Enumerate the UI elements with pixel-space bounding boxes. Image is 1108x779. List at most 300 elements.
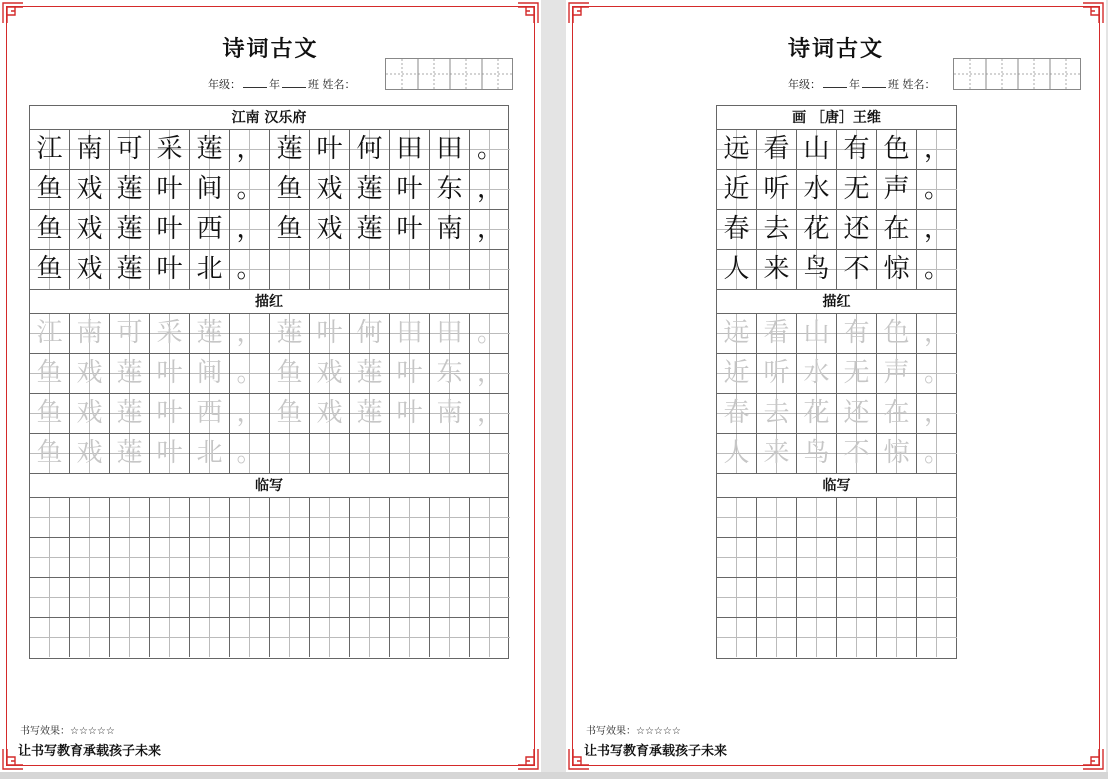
poem-character: 莲 — [116, 254, 143, 284]
write-cell[interactable] — [270, 498, 310, 537]
name-box-grid[interactable] — [953, 58, 1081, 90]
trace-character: 惊 — [883, 438, 910, 468]
page-gap — [541, 0, 566, 772]
trace-row — [717, 434, 956, 474]
trace-row — [30, 354, 508, 394]
trace-character: 。 — [923, 438, 950, 468]
poem-cell — [797, 210, 837, 249]
write-cell[interactable] — [917, 538, 957, 577]
trace-cell — [230, 434, 270, 473]
write-cell[interactable] — [390, 498, 430, 537]
trace-character: 南 — [436, 398, 463, 428]
trace-character: 采 — [156, 318, 183, 348]
write-cell[interactable] — [30, 618, 70, 657]
corner-ornament-icon — [568, 2, 590, 24]
write-cell[interactable] — [877, 578, 917, 617]
trace-cell — [717, 434, 757, 473]
write-cell[interactable] — [757, 618, 797, 657]
trace-cell — [230, 354, 270, 393]
poem-character: 鱼 — [36, 254, 63, 284]
write-cell[interactable] — [150, 498, 190, 537]
write-cell[interactable] — [390, 578, 430, 617]
poem-cell — [837, 250, 877, 289]
trace-cell — [110, 434, 150, 473]
write-cell[interactable] — [757, 578, 797, 617]
write-cell[interactable] — [110, 498, 150, 537]
student-info-line — [788, 76, 936, 92]
write-cell[interactable] — [390, 538, 430, 577]
trace-character: 戏 — [316, 358, 343, 388]
corner-ornament-icon — [517, 748, 539, 770]
trace-row — [717, 314, 956, 354]
poem-cell — [110, 250, 150, 289]
trace-character: ， — [236, 318, 263, 348]
poem-character: 人 — [723, 254, 750, 284]
poem-character: 看 — [763, 134, 790, 164]
write-cell[interactable] — [310, 578, 350, 617]
write-cell[interactable] — [717, 618, 757, 657]
trace-cell — [150, 434, 190, 473]
rating-text: 书写效果：☆☆☆☆☆ — [586, 726, 681, 737]
trace-cell — [877, 434, 917, 473]
write-cell[interactable] — [757, 538, 797, 577]
trace-cell — [390, 394, 430, 433]
poem-character: 有 — [843, 134, 870, 164]
trace-cell — [877, 394, 917, 433]
poem-cell — [350, 130, 390, 169]
write-cell[interactable] — [430, 618, 470, 657]
poem-row — [717, 250, 956, 290]
write-cell[interactable] — [917, 618, 957, 657]
write-cell[interactable] — [310, 618, 350, 657]
trace-cell — [310, 354, 350, 393]
poem-row — [30, 170, 508, 210]
poem-cell — [757, 130, 797, 169]
poem-character: 可 — [116, 134, 143, 164]
trace-character: 去 — [763, 398, 790, 428]
write-cell[interactable] — [110, 618, 150, 657]
write-cell[interactable] — [757, 498, 797, 537]
trace-character: 春 — [723, 398, 750, 428]
poem-cell — [917, 250, 957, 289]
poem-cell — [717, 250, 757, 289]
poem-cell — [230, 210, 270, 249]
trace-character: 声 — [883, 358, 910, 388]
write-cell[interactable] — [470, 578, 510, 617]
trace-cell — [837, 354, 877, 393]
write-cell[interactable] — [190, 538, 230, 577]
poem-cell — [30, 210, 70, 249]
poem-character: 叶 — [156, 254, 183, 284]
trace-cell — [70, 354, 110, 393]
trace-cell — [350, 354, 390, 393]
write-cell[interactable] — [70, 618, 110, 657]
trace-character: 来 — [763, 438, 790, 468]
trace-character: 鱼 — [276, 398, 303, 428]
slogan-text: 让书写教育承载孩子未来 — [18, 744, 162, 759]
write-cell[interactable] — [470, 618, 510, 657]
poem-character: 叶 — [396, 174, 423, 204]
practice-sheet — [716, 105, 957, 659]
trace-cell — [757, 434, 797, 473]
write-cell[interactable] — [470, 538, 510, 577]
trace-cell — [390, 354, 430, 393]
poem-character: 戏 — [76, 214, 103, 244]
trace-cell — [70, 314, 110, 353]
write-cell[interactable] — [110, 578, 150, 617]
write-cell[interactable] — [430, 498, 470, 537]
poem-row — [30, 130, 508, 170]
write-cell[interactable] — [350, 618, 390, 657]
poem-cell — [917, 130, 957, 169]
bottom-scroll-strip — [0, 772, 1108, 779]
write-row — [30, 618, 508, 658]
trace-character: 戏 — [316, 398, 343, 428]
trace-cell — [310, 314, 350, 353]
poem-cell — [30, 170, 70, 209]
poem-cell — [470, 250, 510, 289]
poem-header: 江南 汉乐府 — [30, 106, 508, 130]
poem-cell — [150, 210, 190, 249]
poem-cell — [310, 170, 350, 209]
poem-cell — [70, 250, 110, 289]
write-row — [717, 618, 956, 658]
poem-cell — [190, 250, 230, 289]
write-cell[interactable] — [390, 618, 430, 657]
poem-cell — [797, 170, 837, 209]
trace-cell — [877, 354, 917, 393]
poem-character: 戏 — [316, 214, 343, 244]
poem-character: ， — [923, 134, 950, 164]
poem-character: 鱼 — [276, 174, 303, 204]
trace-character: 田 — [396, 318, 423, 348]
write-cell[interactable] — [150, 618, 190, 657]
trace-cell — [150, 354, 190, 393]
poem-character: 莲 — [116, 174, 143, 204]
trace-cell — [470, 434, 510, 473]
write-cell[interactable] — [70, 498, 110, 537]
write-cell[interactable] — [837, 538, 877, 577]
poem-cell — [70, 210, 110, 249]
write-cell[interactable] — [30, 578, 70, 617]
trace-character: 叶 — [396, 398, 423, 428]
poem-character: 莲 — [356, 214, 383, 244]
poem-character: 。 — [236, 174, 263, 204]
write-cell[interactable] — [30, 498, 70, 537]
poem-cell — [917, 210, 957, 249]
write-cell[interactable] — [230, 618, 270, 657]
write-grid — [717, 498, 956, 658]
trace-grid — [30, 314, 508, 474]
write-cell[interactable] — [310, 538, 350, 577]
name-label: 姓名： — [322, 78, 356, 91]
poem-cell — [310, 250, 350, 289]
poem-character: 采 — [156, 134, 183, 164]
year-label: 年 — [849, 78, 860, 91]
poem-cell — [230, 130, 270, 169]
trace-character: ， — [476, 358, 503, 388]
write-cell[interactable] — [350, 538, 390, 577]
poem-character: 南 — [76, 134, 103, 164]
poem-character: 东 — [436, 174, 463, 204]
poem-cell — [717, 210, 757, 249]
grade-blank[interactable] — [243, 77, 267, 88]
trace-cell — [190, 354, 230, 393]
write-cell[interactable] — [270, 578, 310, 617]
write-cell[interactable] — [30, 538, 70, 577]
poem-cell — [757, 250, 797, 289]
trace-character: 莲 — [196, 318, 223, 348]
trace-cell — [110, 354, 150, 393]
poem-character: 戏 — [76, 174, 103, 204]
trace-cell — [270, 314, 310, 353]
poem-cell — [390, 130, 430, 169]
corner-ornament-icon — [1082, 2, 1104, 24]
poem-cell — [470, 170, 510, 209]
trace-character: 听 — [763, 358, 790, 388]
poem-header: 画 ［唐］王维 — [717, 106, 956, 130]
trace-cell — [110, 394, 150, 433]
poem-character: 田 — [436, 134, 463, 164]
write-cell[interactable] — [230, 538, 270, 577]
trace-character: 花 — [803, 398, 830, 428]
write-cell[interactable] — [797, 618, 837, 657]
poem-cell — [430, 210, 470, 249]
trace-character: 叶 — [316, 318, 343, 348]
write-cell[interactable] — [230, 578, 270, 617]
trace-cell — [797, 314, 837, 353]
poem-character: 戏 — [316, 174, 343, 204]
poem-character: 。 — [923, 254, 950, 284]
write-cell[interactable] — [190, 578, 230, 617]
poem-character: 花 — [803, 214, 830, 244]
poem-character: 色 — [883, 134, 910, 164]
trace-character: 。 — [236, 438, 263, 468]
poem-character: 莲 — [116, 214, 143, 244]
poem-cell — [430, 130, 470, 169]
poem-character: 叶 — [396, 214, 423, 244]
trace-cell — [917, 394, 957, 433]
poem-cell — [837, 130, 877, 169]
trace-character: 人 — [723, 438, 750, 468]
write-cell[interactable] — [877, 538, 917, 577]
poem-cell — [470, 130, 510, 169]
poem-character: 无 — [843, 174, 870, 204]
write-row — [30, 498, 508, 538]
write-cell[interactable] — [230, 498, 270, 537]
trace-character: 有 — [843, 318, 870, 348]
trace-cell — [837, 394, 877, 433]
poem-cell — [757, 210, 797, 249]
trace-character: 戏 — [76, 358, 103, 388]
trace-header: 描红 — [30, 290, 508, 314]
write-cell[interactable] — [430, 578, 470, 617]
trace-cell — [757, 354, 797, 393]
rating-text: 书写效果：☆☆☆☆☆ — [20, 726, 115, 737]
trace-character: ， — [923, 318, 950, 348]
class-blank[interactable] — [862, 77, 886, 88]
trace-character: 南 — [76, 318, 103, 348]
trace-character: 。 — [476, 318, 503, 348]
poem-cell — [110, 130, 150, 169]
trace-character: 戏 — [76, 438, 103, 468]
trace-character: 鱼 — [36, 358, 63, 388]
poem-cell — [390, 210, 430, 249]
poem-character: 田 — [396, 134, 423, 164]
write-cell[interactable] — [70, 578, 110, 617]
trace-cell — [30, 354, 70, 393]
write-cell[interactable] — [150, 578, 190, 617]
write-cell[interactable] — [917, 578, 957, 617]
write-row — [717, 498, 956, 538]
write-cell[interactable] — [350, 498, 390, 537]
poem-cell — [797, 250, 837, 289]
trace-cell — [150, 394, 190, 433]
poem-cell — [350, 250, 390, 289]
write-cell[interactable] — [717, 538, 757, 577]
write-cell[interactable] — [717, 498, 757, 537]
trace-cell — [310, 394, 350, 433]
write-cell[interactable] — [470, 498, 510, 537]
trace-row — [30, 314, 508, 354]
write-cell[interactable] — [430, 538, 470, 577]
trace-row — [30, 434, 508, 474]
trace-character: 无 — [843, 358, 870, 388]
poem-cell — [270, 170, 310, 209]
poem-row — [717, 170, 956, 210]
write-cell[interactable] — [917, 498, 957, 537]
trace-cell — [837, 434, 877, 473]
write-cell[interactable] — [150, 538, 190, 577]
trace-character: 莲 — [116, 358, 143, 388]
trace-character: 水 — [803, 358, 830, 388]
trace-cell — [470, 354, 510, 393]
poem-cell — [270, 210, 310, 249]
write-cell[interactable] — [110, 538, 150, 577]
write-cell[interactable] — [270, 538, 310, 577]
trace-cell — [917, 434, 957, 473]
trace-character: 鸟 — [803, 438, 830, 468]
poem-cell — [797, 130, 837, 169]
trace-character: 西 — [196, 398, 223, 428]
trace-character: 远 — [723, 318, 750, 348]
poem-cell — [717, 130, 757, 169]
write-cell[interactable] — [270, 618, 310, 657]
poem-character: 春 — [723, 214, 750, 244]
write-cell[interactable] — [310, 498, 350, 537]
trace-character: 可 — [116, 318, 143, 348]
trace-cell — [470, 314, 510, 353]
write-cell[interactable] — [350, 578, 390, 617]
trace-cell — [757, 394, 797, 433]
poem-cell — [110, 170, 150, 209]
write-cell[interactable] — [837, 578, 877, 617]
poem-character: 来 — [763, 254, 790, 284]
write-cell[interactable] — [70, 538, 110, 577]
poem-cell — [350, 210, 390, 249]
poem-cell — [877, 130, 917, 169]
trace-character: 不 — [843, 438, 870, 468]
trace-cell — [470, 394, 510, 433]
trace-character: 叶 — [156, 438, 183, 468]
poem-cell — [717, 170, 757, 209]
trace-character: 在 — [883, 398, 910, 428]
trace-cell — [230, 314, 270, 353]
write-cell[interactable] — [837, 498, 877, 537]
trace-character: 北 — [196, 438, 223, 468]
poem-cell — [390, 170, 430, 209]
trace-character: ， — [923, 398, 950, 428]
trace-character: 莲 — [276, 318, 303, 348]
write-row — [717, 538, 956, 578]
trace-character: 莲 — [356, 358, 383, 388]
poem-cell — [837, 210, 877, 249]
write-cell[interactable] — [717, 578, 757, 617]
trace-character: 莲 — [116, 398, 143, 428]
trace-character: ， — [236, 398, 263, 428]
poem-cell — [837, 170, 877, 209]
write-header: 临写 — [30, 474, 508, 498]
poem-character: 南 — [436, 214, 463, 244]
poem-cell — [150, 250, 190, 289]
write-cell[interactable] — [837, 618, 877, 657]
poem-character: 鱼 — [276, 214, 303, 244]
trace-row — [717, 394, 956, 434]
trace-grid — [717, 314, 956, 474]
worksheet-page-2 — [566, 0, 1106, 772]
write-cell[interactable] — [190, 618, 230, 657]
poem-character: ， — [236, 214, 263, 244]
poem-cell — [30, 130, 70, 169]
trace-cell — [30, 434, 70, 473]
trace-cell — [30, 394, 70, 433]
trace-character: 近 — [723, 358, 750, 388]
trace-character: 还 — [843, 398, 870, 428]
poem-cell — [150, 170, 190, 209]
trace-cell — [917, 314, 957, 353]
trace-cell — [917, 354, 957, 393]
poem-cell — [230, 170, 270, 209]
poem-cell — [310, 130, 350, 169]
trace-cell — [190, 394, 230, 433]
trace-cell — [150, 314, 190, 353]
trace-character: ， — [476, 398, 503, 428]
worksheet-page-1 — [0, 0, 541, 772]
name-box-grid[interactable] — [385, 58, 513, 90]
trace-cell — [270, 354, 310, 393]
trace-cell — [717, 314, 757, 353]
poem-cell — [470, 210, 510, 249]
poem-character: ， — [923, 214, 950, 244]
poem-character: 水 — [803, 174, 830, 204]
write-cell[interactable] — [797, 498, 837, 537]
poem-character: 去 — [763, 214, 790, 244]
trace-header: 描红 — [717, 290, 956, 314]
grade-label: 年级： — [788, 78, 821, 91]
write-cell[interactable] — [797, 538, 837, 577]
write-cell[interactable] — [190, 498, 230, 537]
trace-cell — [430, 314, 470, 353]
grade-blank[interactable] — [823, 77, 847, 88]
trace-cell — [717, 394, 757, 433]
class-blank[interactable] — [282, 77, 306, 88]
write-cell[interactable] — [877, 618, 917, 657]
write-cell[interactable] — [797, 578, 837, 617]
write-cell[interactable] — [877, 498, 917, 537]
poem-character: 山 — [803, 134, 830, 164]
poem-character: 莲 — [276, 134, 303, 164]
trace-cell — [230, 394, 270, 433]
